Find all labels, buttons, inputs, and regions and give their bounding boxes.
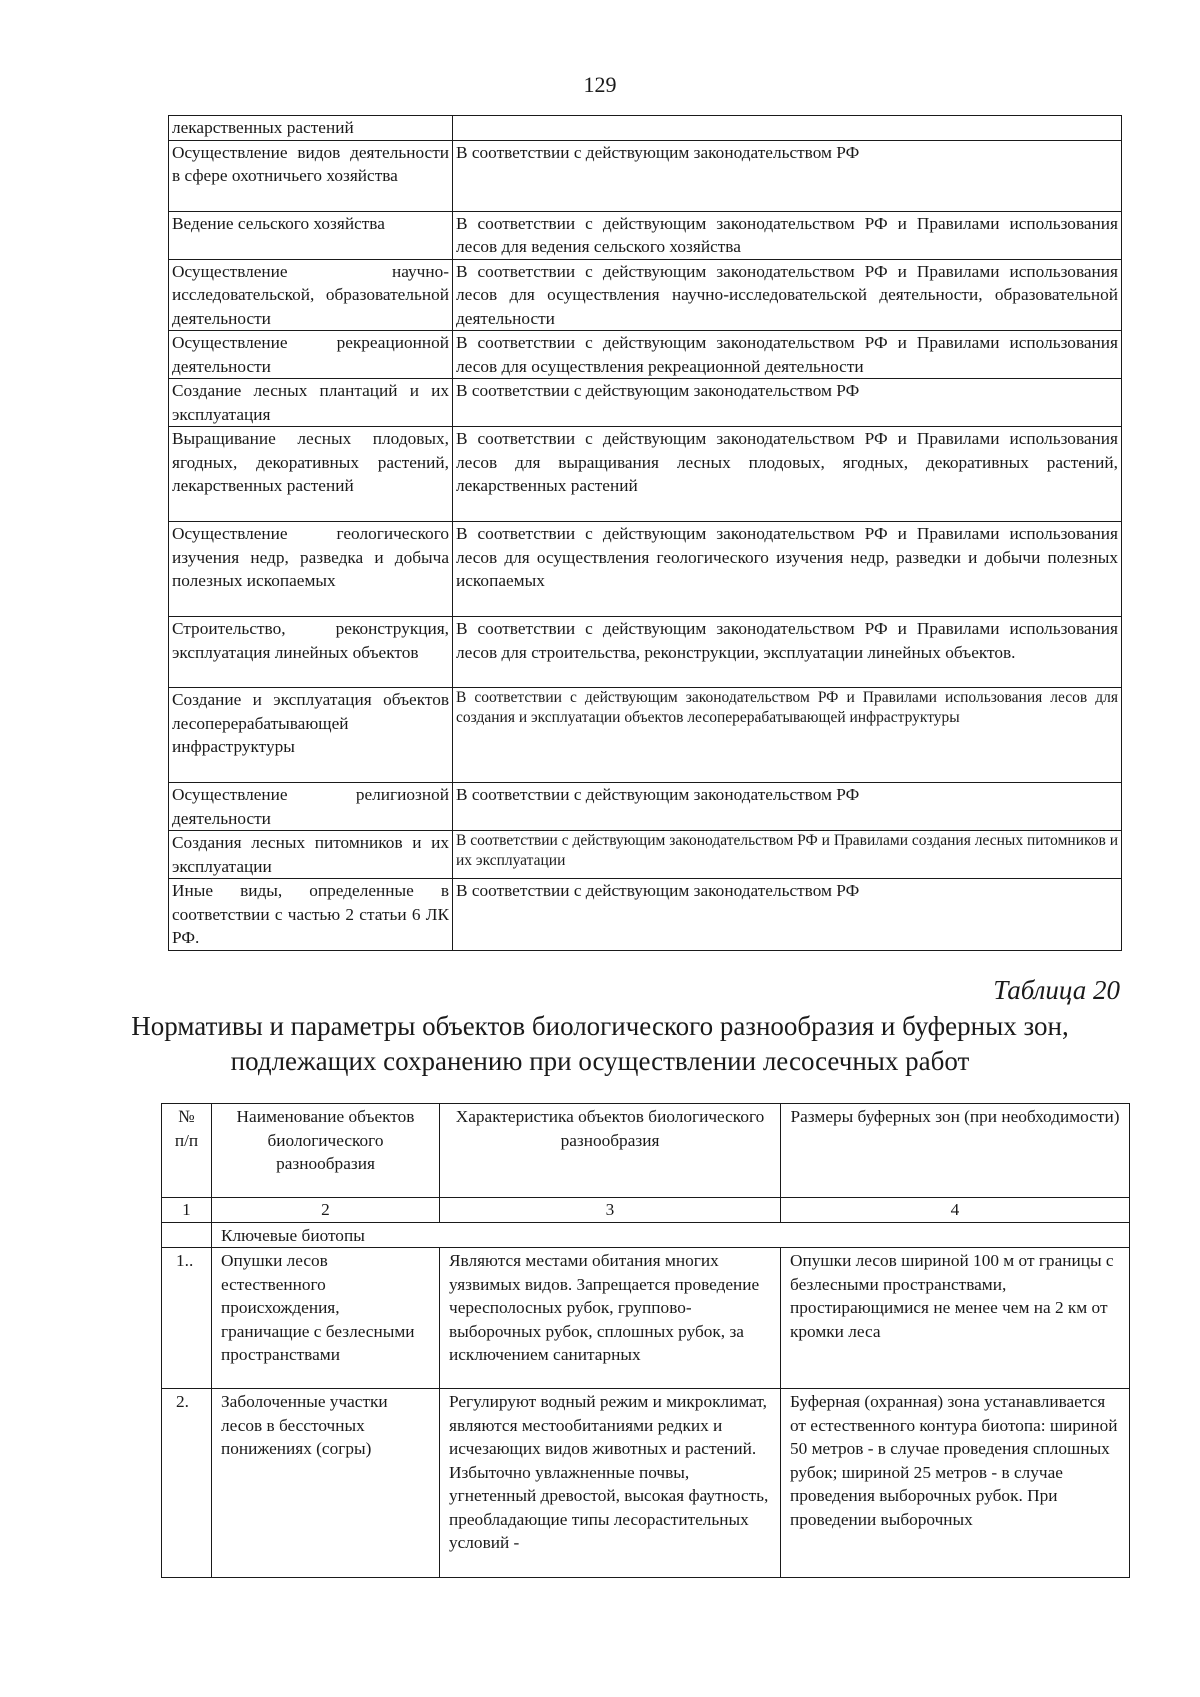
page-number: 129	[583, 72, 617, 97]
forest-use-table	[168, 115, 1122, 951]
activity-cell: Иные виды, определенные в соответствии с частью 2 статьи 6 ЛК РФ.	[169, 879, 453, 951]
table-row	[169, 211, 1122, 259]
regime-cell: В соответствии с действующим законодательством РФ и Правилами создания лесных питомников и их эксплуатации	[453, 831, 1122, 879]
table-row	[169, 522, 1122, 617]
table-row	[169, 427, 1122, 522]
table-row	[169, 688, 1122, 783]
biodiversity-table	[161, 1103, 1130, 1578]
regime-cell: В соответствии с действующим законодательством РФ и Правилами использования лесов для осуществления рекреационной деятельности	[453, 331, 1122, 379]
table-row	[162, 1389, 1130, 1578]
regime-cell: В соответствии с действующим законодательством РФ и Правилами использования лесов для осуществления геологического изучения недр, разведки и добычи полезных ископаемых	[453, 522, 1122, 617]
table-row	[169, 617, 1122, 688]
table-row	[169, 140, 1122, 211]
table-row	[169, 331, 1122, 379]
activity-cell: Осуществление геологического изучения недр, разведка и добыча полезных ископаемых	[169, 522, 453, 617]
table-row	[162, 1248, 1130, 1389]
column-header: № п/п	[162, 1104, 212, 1198]
activity-cell: Создание лесных плантаций и их эксплуатация	[169, 379, 453, 427]
section-title: Ключевые биотопы	[212, 1222, 1130, 1248]
column-number: 3	[440, 1198, 781, 1223]
buffer-zone-size: Опушки лесов шириной 100 м от границы с безлесными пространствами, простирающимися не менее чем на 2 км от кромки леса	[781, 1248, 1130, 1389]
table-row	[169, 879, 1122, 951]
table-row	[169, 831, 1122, 879]
object-characteristic: Являются местами обитания многих уязвимых видов. Запрещается проведение чересполосных рубок, группово-выборочных рубок, сплошных рубок, за исключением санитарных	[440, 1248, 781, 1389]
column-header: Наименование объектов биологического разнообразия	[212, 1104, 440, 1198]
activity-cell: лекарственных растений	[169, 116, 453, 141]
regime-cell: В соответствии с действующим законодательством РФ	[453, 379, 1122, 427]
column-number-row	[162, 1198, 1130, 1223]
activity-cell: Выращивание лесных плодовых, ягодных, декоративных растений, лекарственных растений	[169, 427, 453, 522]
column-header: Размеры буферных зон (при необходимости)	[781, 1104, 1130, 1198]
object-name: Заболоченные участки лесов в бессточных понижениях (согры)	[212, 1389, 440, 1578]
regime-cell: В соответствии с действующим законодательством РФ и Правилами использования лесов для осуществления научно-исследовательской деятельности, образовательной деятельности	[453, 259, 1122, 331]
table-row	[169, 259, 1122, 331]
object-characteristic: Регулируют водный режим и микроклимат, являются местообитаниями редких и исчезающих видов животных и растений. Избыточно увлажненные почвы, угнетенный древостой, высокая фаутность, преобладающие типы лесорастительных условий -	[440, 1389, 781, 1578]
row-number: 2.	[162, 1389, 212, 1578]
header-row	[162, 1104, 1130, 1198]
regime-cell: В соответствии с действующим законодательством РФ и Правилами использования лесов для выращивания лесных плодовых, ягодных, декоративных растений, лекарственных растений	[453, 427, 1122, 522]
column-number: 1	[162, 1198, 212, 1223]
activity-cell: Строительство, реконструкция, эксплуатация линейных объектов	[169, 617, 453, 688]
object-name: Опушки лесов естественного происхождения, граничащие с безлесными пространствами	[212, 1248, 440, 1389]
regime-cell: В соответствии с действующим законодательством РФ и Правилами использования лесов для ведения сельского хозяйства	[453, 211, 1122, 259]
activity-cell: Осуществление научно-исследовательской, образовательной деятельности	[169, 259, 453, 331]
table-title: Нормативы и параметры объектов биологического разнообразия и буферных зон, подлежащих сохранению при осуществлении лесосечных работ	[131, 1011, 1069, 1076]
regime-cell: В соответствии с действующим законодательством РФ	[453, 140, 1122, 211]
row-number: 1..	[162, 1248, 212, 1389]
activity-cell: Ведение сельского хозяйства	[169, 211, 453, 259]
table-row	[169, 379, 1122, 427]
table-caption: Таблица 20	[993, 975, 1120, 1005]
regime-cell: В соответствии с действующим законодательством РФ и Правилами использования лесов для создания и эксплуатации объектов лесоперерабатывающей инфраструктуры	[453, 688, 1122, 783]
regime-cell: В соответствии с действующим законодательством РФ	[453, 879, 1122, 951]
activity-cell: Создание и эксплуатация объектов лесоперерабатывающей инфраструктуры	[169, 688, 453, 783]
activity-cell: Создания лесных питомников и их эксплуатации	[169, 831, 453, 879]
activity-cell: Осуществление видов деятельности в сфере охотничьего хозяйства	[169, 140, 453, 211]
empty-cell	[162, 1222, 212, 1248]
regime-cell: В соответствии с действующим законодательством РФ	[453, 783, 1122, 831]
section-row	[162, 1222, 1130, 1248]
buffer-zone-size: Буферная (охранная) зона устанавливается от естественного контура биотопа: шириной 50 метров - в случае проведения сплошных рубок; шириной 25 метров - в случае проведения выборочных рубок. При проведении выборочных	[781, 1389, 1130, 1578]
regime-cell: В соответствии с действующим законодательством РФ и Правилами использования лесов для строительства, реконструкции, эксплуатации линейных объектов.	[453, 617, 1122, 688]
table-row	[169, 783, 1122, 831]
column-header: Характеристика объектов биологического разнообразия	[440, 1104, 781, 1198]
column-number: 4	[781, 1198, 1130, 1223]
activity-cell: Осуществление религиозной деятельности	[169, 783, 453, 831]
table-row	[169, 116, 1122, 141]
activity-cell: Осуществление рекреационной деятельности	[169, 331, 453, 379]
column-number: 2	[212, 1198, 440, 1223]
regime-cell	[453, 116, 1122, 141]
